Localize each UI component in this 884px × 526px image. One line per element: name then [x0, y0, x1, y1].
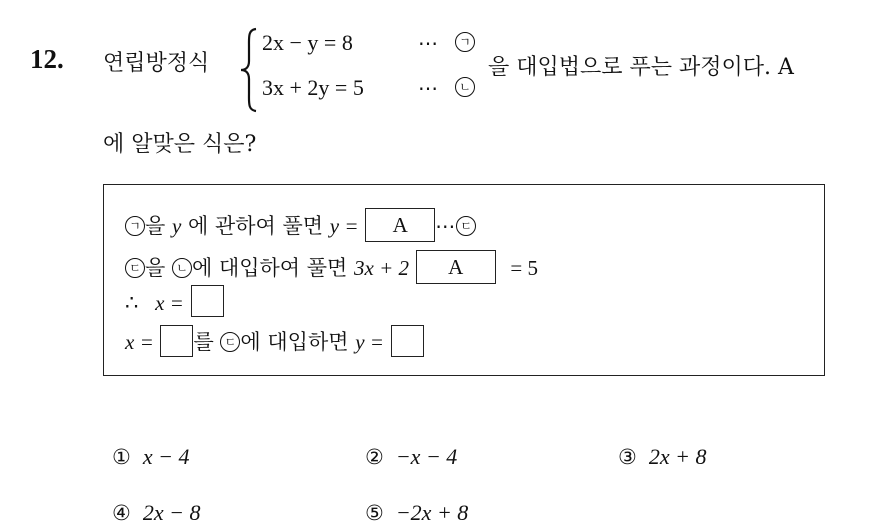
option-2[interactable]: [365, 444, 457, 470]
line2-mark-nieun: ㄴ: [172, 258, 192, 278]
option-3-number: ③: [618, 445, 637, 469]
line1-text2: 에 관하여 풀면: [188, 214, 324, 238]
equation-2-dots: ⋯: [418, 76, 439, 100]
line4-expr: x =: [125, 330, 154, 354]
option-3-text: 2x + 8: [648, 444, 707, 469]
option-5-text: −2x + 8: [395, 500, 469, 525]
option-5-number: ⑤: [365, 501, 384, 525]
option-4-number: ④: [112, 501, 131, 525]
line2-text1: 을: [145, 256, 166, 280]
line1-expr: y =: [329, 214, 359, 238]
line1-mark-giyeok: ㄱ: [125, 216, 145, 236]
line4-mark-digeut: ㄷ: [220, 332, 240, 352]
option-1-text: x − 4: [142, 444, 190, 469]
line1-dots: ⋯: [435, 214, 457, 238]
line1-mark-digeut: ㄷ: [456, 216, 476, 236]
equation-2-text: 3x + 2y = 5: [262, 75, 364, 100]
equation-1-text: 2x − y = 8: [262, 30, 353, 55]
line2-expr: 3x + 2: [354, 256, 410, 280]
blank-x-1: [191, 285, 224, 317]
option-5[interactable]: [365, 500, 468, 526]
system-equation-2: [262, 75, 364, 101]
line1-text1: 을: [145, 214, 166, 238]
therefore-symbol: ∴: [125, 290, 139, 315]
question-number: 12.: [30, 44, 64, 74]
equation-1-marker: [455, 33, 475, 54]
question-intro: 연립방정식: [103, 51, 210, 76]
question-stem: 을 대입법으로 푸는 과정이다. A: [488, 55, 794, 80]
equation-2-mark: ㄴ: [455, 77, 475, 97]
equation-1-mark: ㄱ: [455, 32, 475, 52]
line4-expr2: y =: [355, 330, 384, 354]
option-4-text: 2x − 8: [142, 500, 201, 525]
option-2-text: −x − 4: [395, 444, 458, 469]
option-1-number: ①: [112, 445, 131, 469]
line2-mark-digeut: ㄷ: [125, 258, 145, 278]
line2-tail: = 5: [510, 256, 538, 280]
line1-var: y: [171, 214, 182, 238]
line3-expr: x =: [155, 290, 184, 315]
process-line-2: [125, 252, 538, 287]
system-brace: [238, 27, 260, 113]
blank-a-2: A: [416, 250, 496, 284]
equation-1-dots: ⋯: [418, 31, 439, 55]
process-line-1: [125, 210, 476, 245]
blank-y: [391, 325, 424, 357]
question-stem-line2: 에 알맞은 식은?: [103, 132, 257, 157]
option-4[interactable]: [112, 500, 200, 526]
blank-x-2: [160, 325, 193, 357]
equation-2-marker: [455, 78, 475, 99]
line4-text1: 를: [193, 330, 214, 354]
process-line-4: [125, 326, 424, 360]
line2-text2: 에 대입하여 풀면: [191, 256, 348, 280]
option-2-number: ②: [365, 445, 384, 469]
option-1[interactable]: [112, 444, 189, 470]
system-equation-1: [262, 30, 353, 56]
blank-a-1: A: [365, 208, 435, 242]
process-line-3: [125, 288, 224, 320]
option-3[interactable]: [618, 444, 706, 470]
line4-text2: 에 대입하면: [240, 330, 349, 354]
